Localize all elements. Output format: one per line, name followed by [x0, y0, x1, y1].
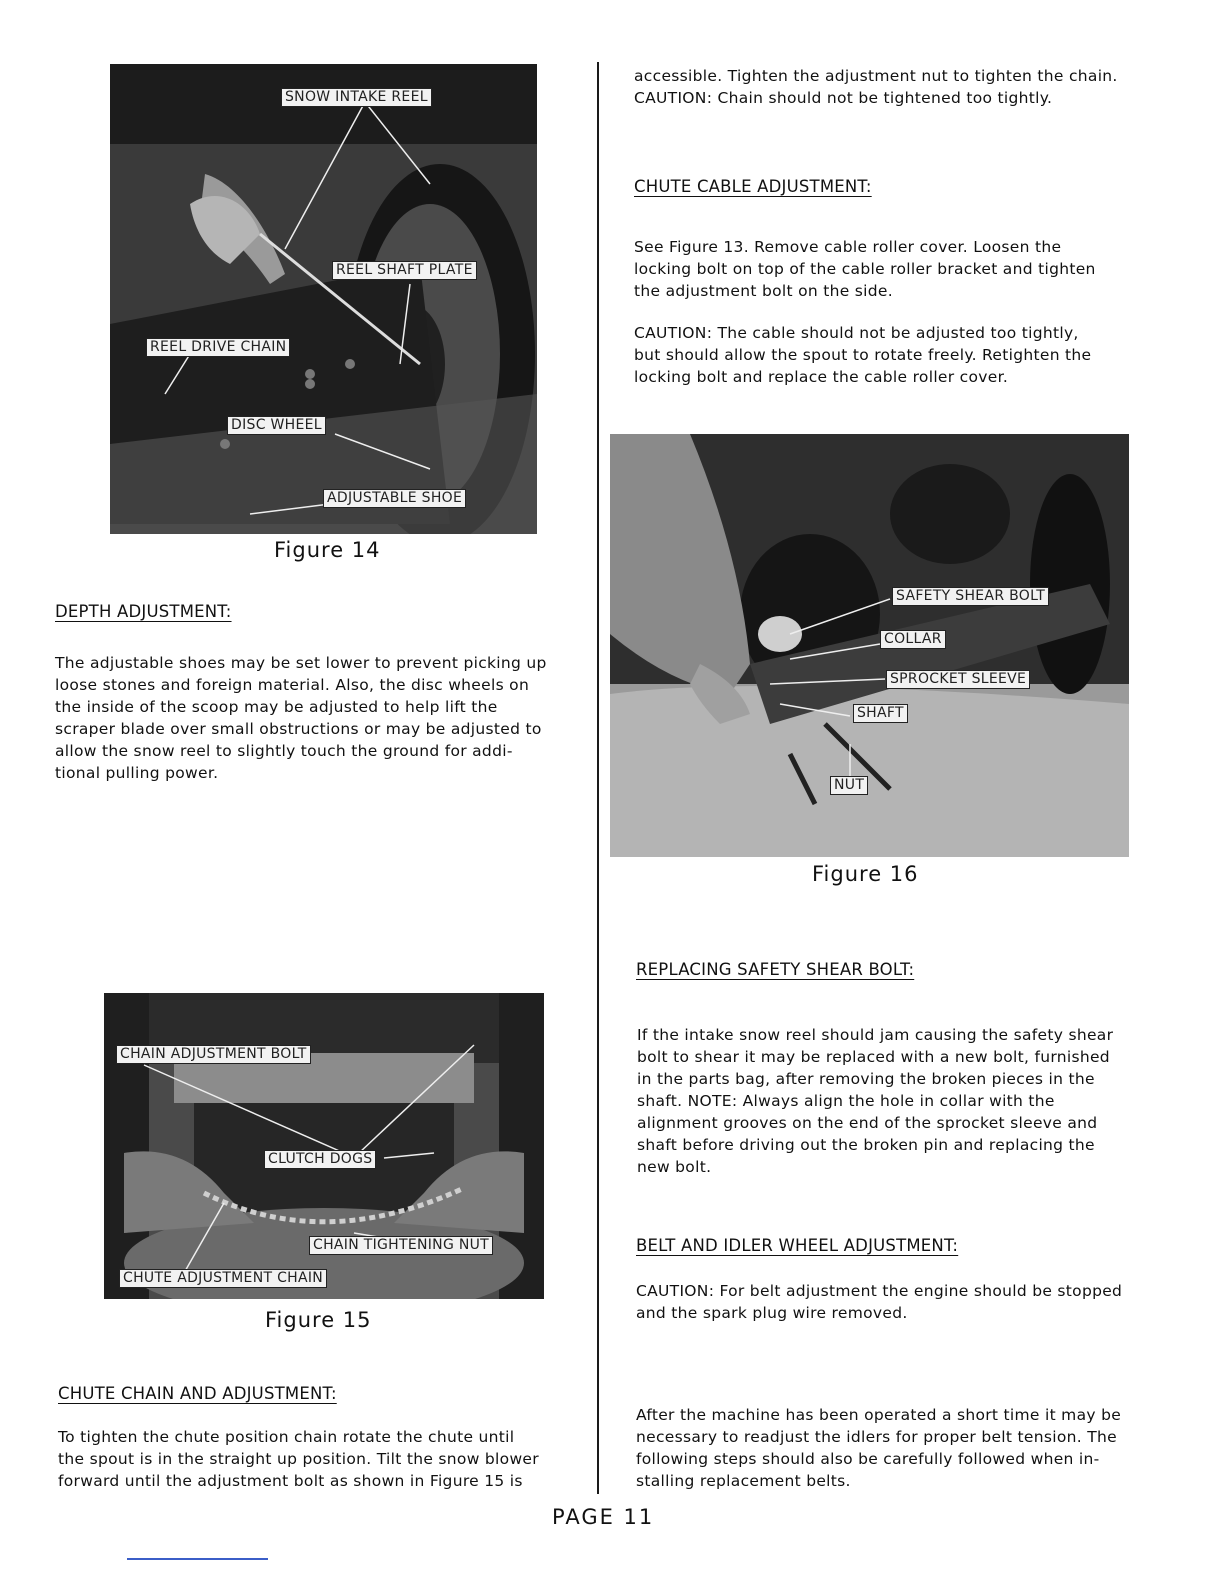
text-line: CAUTION: Chain should not be tightened too tightly.	[634, 89, 1053, 107]
text-line: but should allow the spout to rotate freely. Retighten the	[634, 346, 1092, 364]
callout-adjustable-shoe: ADJUSTABLE SHOE	[323, 489, 466, 508]
link-underline	[127, 1558, 268, 1560]
callout-snow-intake-reel: SNOW INTAKE REEL	[281, 88, 432, 107]
figure-16-photo	[610, 434, 1129, 857]
text-line: accessible. Tighten the adjustment nut to tighten the chain.	[634, 67, 1118, 85]
figure-16-caption: Figure 16	[812, 862, 919, 886]
belt-caution-text	[636, 1280, 1122, 1324]
text-line: locking bolt on top of the cable roller bracket and tighten	[634, 260, 1096, 278]
figure-16-illustration	[610, 434, 1129, 857]
text-line: stalling replacement belts.	[636, 1472, 851, 1490]
shear-bolt-heading: REPLACING SAFETY SHEAR BOLT:	[636, 960, 915, 979]
callout-shaft: SHAFT	[853, 704, 908, 723]
text-line: alignment grooves on the end of the sprocket sleeve and	[637, 1114, 1098, 1132]
callout-sprocket-sleeve: SPROCKET SLEEVE	[886, 670, 1030, 689]
chute-cable-caution	[634, 322, 1091, 388]
shear-bolt-text	[637, 1024, 1113, 1178]
text-line: new bolt.	[637, 1158, 712, 1176]
chute-cable-text	[634, 236, 1096, 302]
callout-chain-adjustment-bolt: CHAIN ADJUSTMENT BOLT	[116, 1045, 311, 1064]
text-line: the spout is in the straight up position. Tilt the snow blower	[58, 1450, 539, 1468]
callout-disc-wheel: DISC WHEEL	[227, 416, 326, 435]
text-line: locking bolt and replace the cable roller cover.	[634, 368, 1009, 386]
belt-idler-heading: BELT AND IDLER WHEEL ADJUSTMENT:	[636, 1236, 959, 1255]
text-line: loose stones and foreign material. Also, the disc wheels on	[55, 676, 530, 694]
callout-reel-shaft-plate: REEL SHAFT PLATE	[332, 261, 477, 280]
callout-chute-adjustment-chain: CHUTE ADJUSTMENT CHAIN	[119, 1269, 327, 1288]
text-line: forward until the adjustment bolt as shown in Figure 15 is	[58, 1472, 523, 1490]
figure-14-photo	[110, 64, 537, 534]
text-line: in the parts bag, after removing the broken pieces in the	[637, 1070, 1095, 1088]
chute-chain-heading: CHUTE CHAIN AND ADJUSTMENT:	[58, 1384, 337, 1403]
page-number: PAGE 11	[552, 1505, 655, 1529]
text-line: shaft. NOTE: Always align the hole in collar with the	[637, 1092, 1055, 1110]
callout-nut: NUT	[830, 776, 868, 795]
belt-adjustment-text	[636, 1404, 1121, 1492]
text-line: shaft before driving out the broken pin and replacing the	[637, 1136, 1095, 1154]
text-line: See Figure 13. Remove cable roller cover. Loosen the	[634, 238, 1062, 256]
text-line: scraper blade over small obstructions or may be adjusted to	[55, 720, 542, 738]
text-line: The adjustable shoes may be set lower to prevent picking up	[55, 654, 547, 672]
text-line: After the machine has been operated a short time it may be	[636, 1406, 1122, 1424]
text-line: and the spark plug wire removed.	[636, 1304, 908, 1322]
callout-chain-tightening-nut: CHAIN TIGHTENING NUT	[309, 1236, 493, 1255]
text-line: If the intake snow reel should jam causing the safety shear	[637, 1026, 1114, 1044]
text-line: following steps should also be carefully followed when in-	[636, 1450, 1100, 1468]
depth-adjustment-heading: DEPTH ADJUSTMENT:	[55, 602, 232, 621]
figure-15-photo	[104, 993, 544, 1299]
figure-15-caption: Figure 15	[265, 1308, 372, 1332]
callout-reel-drive-chain: REEL DRIVE CHAIN	[146, 338, 290, 357]
text-line: necessary to readjust the idlers for proper belt tension. The	[636, 1428, 1117, 1446]
column-divider	[597, 62, 599, 1494]
text-line: allow the snow reel to slightly touch the ground for addi-	[55, 742, 513, 760]
depth-adjustment-text	[55, 652, 547, 784]
text-line: To tighten the chute position chain rotate the chute until	[58, 1428, 515, 1446]
chute-chain-text	[58, 1426, 539, 1492]
callout-clutch-dogs: CLUTCH DOGS	[264, 1150, 376, 1169]
chute-cable-heading: CHUTE CABLE ADJUSTMENT:	[634, 177, 872, 196]
text-line: bolt to shear it may be replaced with a new bolt, furnished	[637, 1048, 1110, 1066]
text-line: tional pulling power.	[55, 764, 219, 782]
callout-collar: COLLAR	[880, 630, 946, 649]
text-line: the inside of the scoop may be adjusted to help lift the	[55, 698, 498, 716]
chute-chain-continued-text	[634, 65, 1118, 109]
text-line: CAUTION: For belt adjustment the engine should be stopped	[636, 1282, 1123, 1300]
text-line: the adjustment bolt on the side.	[634, 282, 893, 300]
callout-safety-shear-bolt: SAFETY SHEAR BOLT	[892, 587, 1049, 606]
figure-14-caption: Figure 14	[274, 538, 381, 562]
text-line: CAUTION: The cable should not be adjusted too tightly,	[634, 324, 1079, 342]
figure-14-illustration	[110, 64, 537, 534]
